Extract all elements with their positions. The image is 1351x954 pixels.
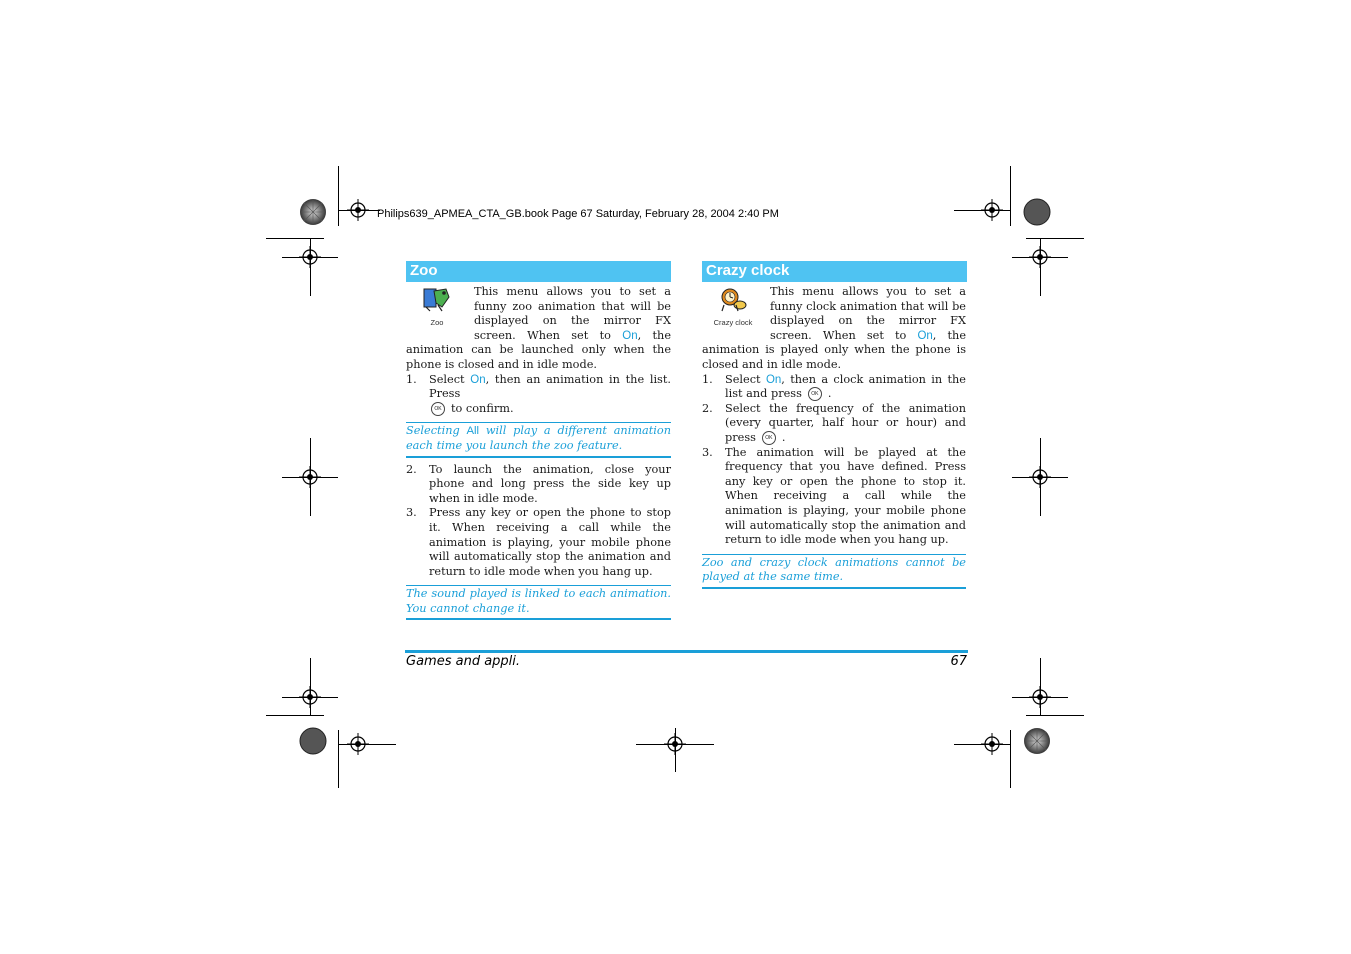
registration-target-icon xyxy=(981,733,1003,755)
crazy-clock-step-1 xyxy=(702,373,966,402)
registration-target-icon xyxy=(299,686,321,708)
zoo-intro-text: This menu allows you to set a funny zoo animation that will be displayed on the mirror FX screen. When set to xyxy=(474,285,671,342)
note-text: Selecting xyxy=(406,424,467,438)
crazy-clock-column xyxy=(702,285,966,589)
step-text: Select the frequency of the animation (every quarter, half hour or hour) and press xyxy=(725,401,966,444)
zoo-note-sound: The sound played is linked to each animation. You cannot change it. xyxy=(406,585,671,620)
all-option-label: All xyxy=(466,425,480,438)
zoo-step-1 xyxy=(406,373,671,417)
step-text: , then an animation in the list. Press xyxy=(429,372,671,401)
step-text: . xyxy=(781,430,786,444)
registration-target-icon xyxy=(1029,246,1051,268)
step-text: Press any key or open the phone to stop it. When receiving a call while the animation is playing, your mobile phone will automatically stop the animation and return to idle mode when you hang up. xyxy=(429,506,671,578)
color-sphere-icon xyxy=(1023,198,1051,226)
on-option-label: On xyxy=(765,373,782,386)
crazy-clock-icon-box xyxy=(702,285,764,329)
crazy-clock-step-3 xyxy=(702,446,966,548)
on-option-label: On xyxy=(622,329,638,342)
crazy-clock-note: Zoo and crazy clock animations cannot be played at the same time. xyxy=(702,554,966,589)
on-option-label: On xyxy=(470,373,486,386)
ok-key-icon: OK xyxy=(431,402,445,416)
crazy-clock-intro-text-2: , the animation is played only when the phone is closed and in idle mode. xyxy=(702,328,967,371)
crazy-clock-intro-text: This menu allows you to set a funny clock animation that will be displayed on the mirror FX screen. When set to xyxy=(770,285,966,342)
crazy-clock-intro xyxy=(702,285,966,373)
crazy-clock-icon-caption: Crazy clock xyxy=(713,317,753,327)
ok-key-icon: OK xyxy=(762,431,776,445)
step-number: 1. xyxy=(406,372,417,386)
ok-key-icon: OK xyxy=(808,387,822,401)
step-number: 1. xyxy=(702,372,713,386)
note-text: will play a different animation each time you launch the zoo feature. xyxy=(406,424,671,452)
color-sphere-icon xyxy=(299,727,327,755)
step-number: 2. xyxy=(702,401,713,415)
registration-target-icon xyxy=(347,733,369,755)
footer-rule xyxy=(405,650,968,653)
step-number: 3. xyxy=(702,445,713,459)
crazy-clock-section-title: Crazy clock xyxy=(702,261,967,282)
registration-target-icon xyxy=(1029,686,1051,708)
registration-target-icon xyxy=(664,733,686,755)
book-header: Philips639_APMEA_CTA_GB.book Page 67 Saturday, February 28, 2004 2:40 PM xyxy=(377,208,779,220)
footer-section-name: Games and appli. xyxy=(406,654,521,669)
step-text: To launch the animation, close your phone and long press the side key up when in idle mode. xyxy=(429,462,671,505)
zoo-note-all xyxy=(406,422,671,457)
zoo-section-title: Zoo xyxy=(406,261,671,282)
registration-target-icon xyxy=(981,199,1003,221)
step-text: to confirm. xyxy=(451,401,514,415)
crazy-clock-icon xyxy=(718,285,748,313)
step-text: The animation will be played at the frequency that you have defined. Press any key or open the phone to stop it. When receiving a call while the animation is playing, your mobile phone will automatically stop the animation and return to idle mode when you hang up. xyxy=(725,445,966,547)
step-text: . xyxy=(827,387,832,401)
step-number: 2. xyxy=(406,462,417,476)
registration-target-icon xyxy=(299,246,321,268)
zoo-intro-text-2: , the animation can be launched only when the phone is closed and in idle mode. xyxy=(406,328,672,371)
zoo-step-2 xyxy=(406,463,671,507)
color-sphere-icon xyxy=(299,198,327,226)
registration-target-icon xyxy=(1029,466,1051,488)
page-number: 67 xyxy=(950,654,967,669)
zoo-icon xyxy=(422,285,452,313)
step-text: Select xyxy=(725,372,766,386)
zoo-icon-caption: Zoo xyxy=(430,317,444,327)
crazy-clock-step-2 xyxy=(702,402,966,446)
zoo-intro xyxy=(406,285,671,373)
step-number: 3. xyxy=(406,506,417,520)
zoo-column xyxy=(406,285,671,620)
zoo-step-3 xyxy=(406,506,671,579)
zoo-icon-box xyxy=(406,285,468,329)
registration-target-icon xyxy=(299,466,321,488)
step-text: Select xyxy=(429,372,471,386)
step-text: , then a clock animation in the list and press xyxy=(725,372,966,401)
color-sphere-icon xyxy=(1023,727,1051,755)
on-option-label: On xyxy=(917,329,933,342)
registration-target-icon xyxy=(347,199,369,221)
